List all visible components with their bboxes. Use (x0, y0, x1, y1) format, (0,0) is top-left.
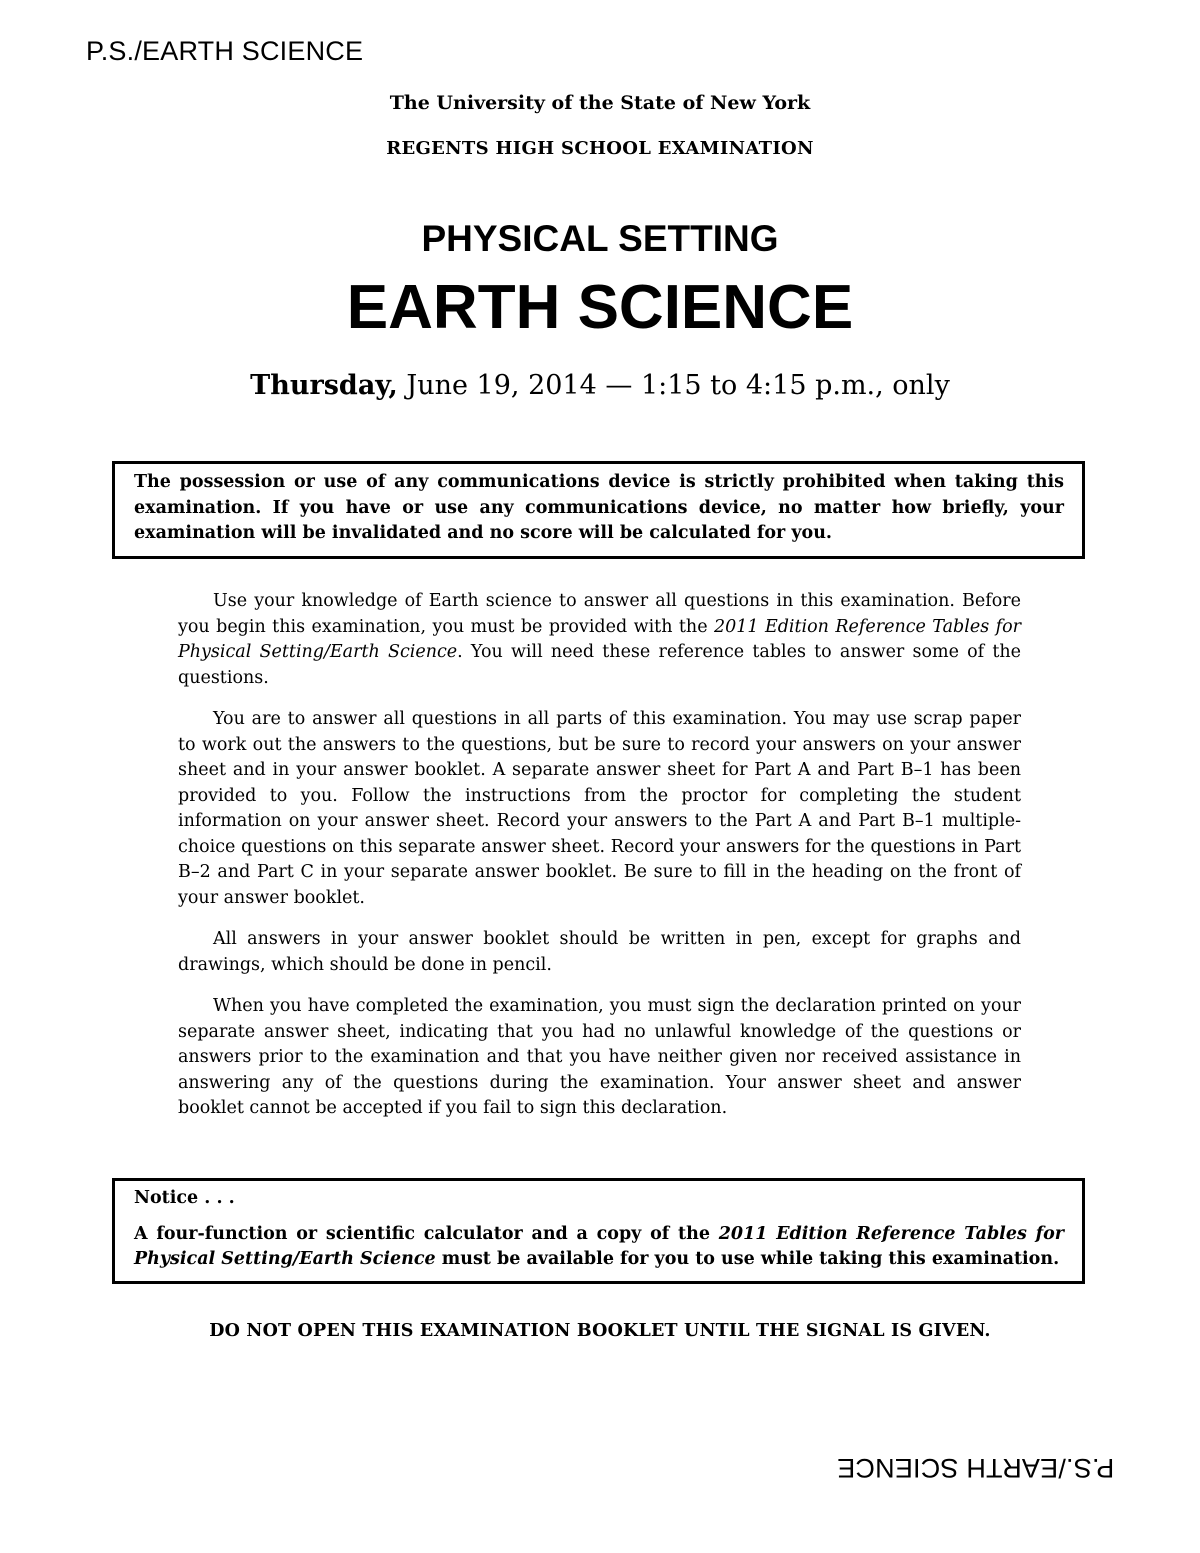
subject-title-line-2: EARTH SCIENCE (346, 273, 854, 342)
university-name: The University of the State of New York (389, 92, 811, 114)
reference-tables-title: 2011 Edition Reference Tables for Physical Setting/Earth Science (178, 616, 1021, 662)
notice-text-end: must be available for you to use while taking this examination. (435, 1249, 1060, 1269)
exam-date (0, 370, 1200, 401)
notice-title: Notice . . . (134, 1188, 235, 1208)
instruction-1-end: . You will need these reference tables to answer some of the questions. (178, 642, 1022, 688)
corner-label-top: P.S./EARTH SCIENCE (86, 36, 364, 66)
instruction-paragraph-4: When you have completed the examination, you must sign the declaration printed on your separate answer sheet, indicating that you had no unlawful knowledge of the questions or answers prior to the examination and that you have neither given nor received assistance in answering any of the questions during the examination. Your answer sheet and answer booklet cannot be accepted if you fail to sign this declaration. (178, 996, 1021, 1118)
warning-text: The possession or use of any communications device is strictly prohibited when taking this examination. If you have or use any communications device, no matter how briefly, your examination will be invalidated and no score will be calculated for you. (134, 472, 1064, 543)
corner-label-bottom-inverted: P.S./EARTH SCIENCE (836, 1453, 1114, 1483)
subject-title-line-1: PHYSICAL SETTING (421, 218, 779, 259)
signal-warning: DO NOT OPEN THIS EXAMINATION BOOKLET UNTIL THE SIGNAL IS GIVEN. (209, 1321, 991, 1341)
notice-text-start: A four-function or scientific calculator and a copy of the (134, 1223, 719, 1244)
exam-type: REGENTS HIGH SCHOOL EXAMINATION (386, 138, 814, 159)
instruction-paragraph-2: You are to answer all questions in all parts of this examination. You may use scrap paper to work out the answers to the questions, but be sure to record your answers on your answer sheet and in your answer booklet. A separate answer sheet for Part A and Part B–1 has been provided to you. Follow the instructions from the proctor for completing the student information on your answer sheet. Record your answers to the Part A and Part B–1 multiple-choice questions on this separate answer sheet. Record your answers for the questions in Part B–2 and Part C in your separate answer booklet. Be sure to fill in the heading on the front of your answer booklet. (178, 709, 1021, 908)
notice-reference-tables-title: 2011 Edition Reference Tables for Physical Setting/Earth Science (134, 1223, 1064, 1269)
exam-date-time: June 19, 2014 — 1:15 to 4:15 p.m., only (397, 370, 950, 401)
exam-day: Thursday, (250, 370, 398, 401)
instructions (178, 589, 1021, 1138)
instruction-1-start: Use your knowledge of Earth science to answer all questions in this examination. Before you begin this examination, you must be provided with the (178, 591, 1021, 637)
instruction-paragraph-1 (178, 589, 1021, 691)
notice-box (112, 1178, 1085, 1284)
communications-warning-box (112, 461, 1085, 559)
instruction-paragraph-3: All answers in your answer booklet should be written in pen, except for graphs and drawings, which should be done in pencil. (178, 929, 1021, 975)
